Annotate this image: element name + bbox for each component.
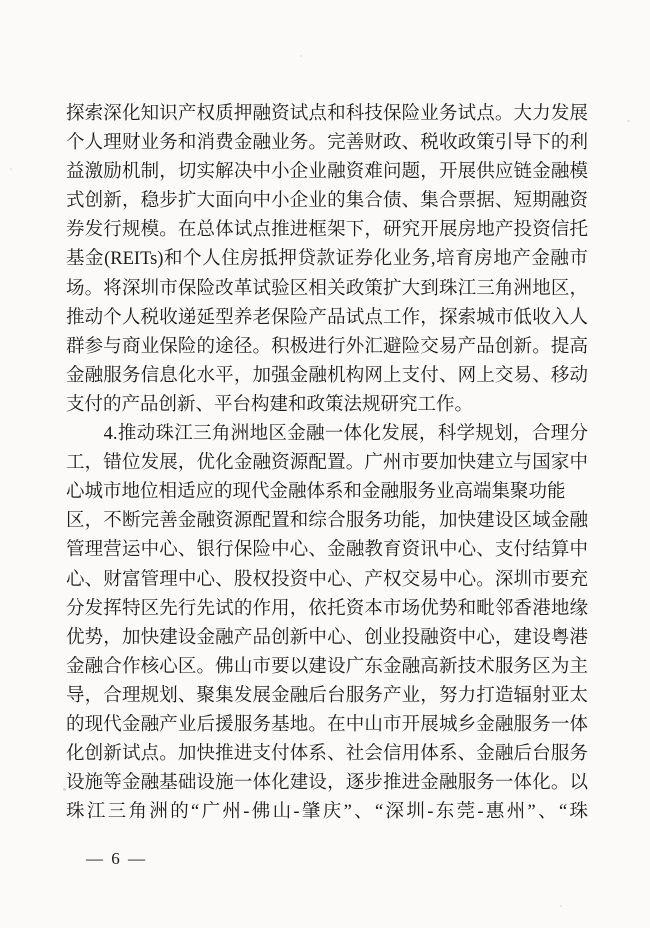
document-line: 推动个人税收递延型养老保险产品试点工作，探索城市低收入人 bbox=[66, 307, 588, 328]
document-line: 4.推动珠江三角洲地区金融一体化发展，科学规划，合理分 bbox=[66, 424, 588, 445]
document-line: 化创新试点。加快推进支付体系、社会信用体系、金融后台服务 bbox=[66, 744, 588, 765]
document-line: 券发行规模。在总体试点推进框架下，研究开展房地产投资信托 bbox=[66, 220, 588, 241]
page-number: — 6 — bbox=[86, 849, 147, 868]
document-line: 优势，加快建设金融产品创新中心、创业投融资中心，建设粤港 bbox=[66, 627, 588, 648]
document-line: 珠江三角洲的“广州-佛山-肇庆”、“深圳-东莞-惠州”、“珠 bbox=[66, 802, 588, 823]
document-line: 场。将深圳市保险改革试验区相关政策扩大到珠江三角洲地区， bbox=[66, 278, 588, 299]
document-line: 导，合理规划、聚集发展金融后台服务产业，努力打造辐射亚太 bbox=[66, 685, 588, 706]
document-line: 金融服务信息化水平，加强金融机构网上支付、网上交易、移动 bbox=[66, 365, 588, 386]
document-line: 群参与商业保险的途径。积极进行外汇避险交易产品创新。提高 bbox=[66, 336, 588, 357]
document-line: 基金(REITs)和个人住房抵押贷款证券化业务,培育房地产金融市 bbox=[66, 249, 588, 270]
document-line: 个人理财业务和消费金融业务。完善财政、税收政策引导下的利 bbox=[66, 133, 588, 154]
document-line: 管理营运中心、银行保险中心、金融教育资讯中心、支付结算中 bbox=[66, 540, 588, 561]
document-line: 分发挥特区先行先试的作用，依托资本市场优势和毗邻香港地缘 bbox=[66, 598, 588, 619]
document-line: 益激励机制，切实解决中小企业融资难问题，开展供应链金融模 bbox=[66, 162, 588, 183]
document-line: 心、财富管理中心、股权投资中心、产权交易中心。深圳市要充 bbox=[66, 569, 588, 590]
document-line: 支付的产品创新、平台构建和政策法规研究工作。 bbox=[66, 394, 474, 415]
document-line: 设施等金融基础设施一体化建设，逐步推进金融服务一体化。以 bbox=[66, 773, 588, 794]
document-line: 式创新，稳步扩大面向中小企业的集合债、集合票据、短期融资 bbox=[66, 191, 588, 212]
document-line: 区，不断完善金融资源配置和综合服务功能，加快建设区域金融 bbox=[66, 511, 588, 532]
document-line: 心城市地位相适应的现代金融体系和金融服务业高端集聚功能 bbox=[66, 482, 566, 503]
document-line: 金融合作核心区。佛山市要以建设广东金融高新技术服务区为主 bbox=[66, 656, 588, 677]
document-line: 工，错位发展，优化金融资源配置。广州市要加快建立与国家中 bbox=[66, 453, 588, 474]
text-block bbox=[66, 100, 588, 827]
document-line: 探索深化知识产权质押融资试点和科技保险业务试点。大力发展 bbox=[66, 104, 588, 124]
document-line: 的现代金融产业后援服务基地。在中山市开展城乡金融服务一体 bbox=[66, 714, 588, 735]
